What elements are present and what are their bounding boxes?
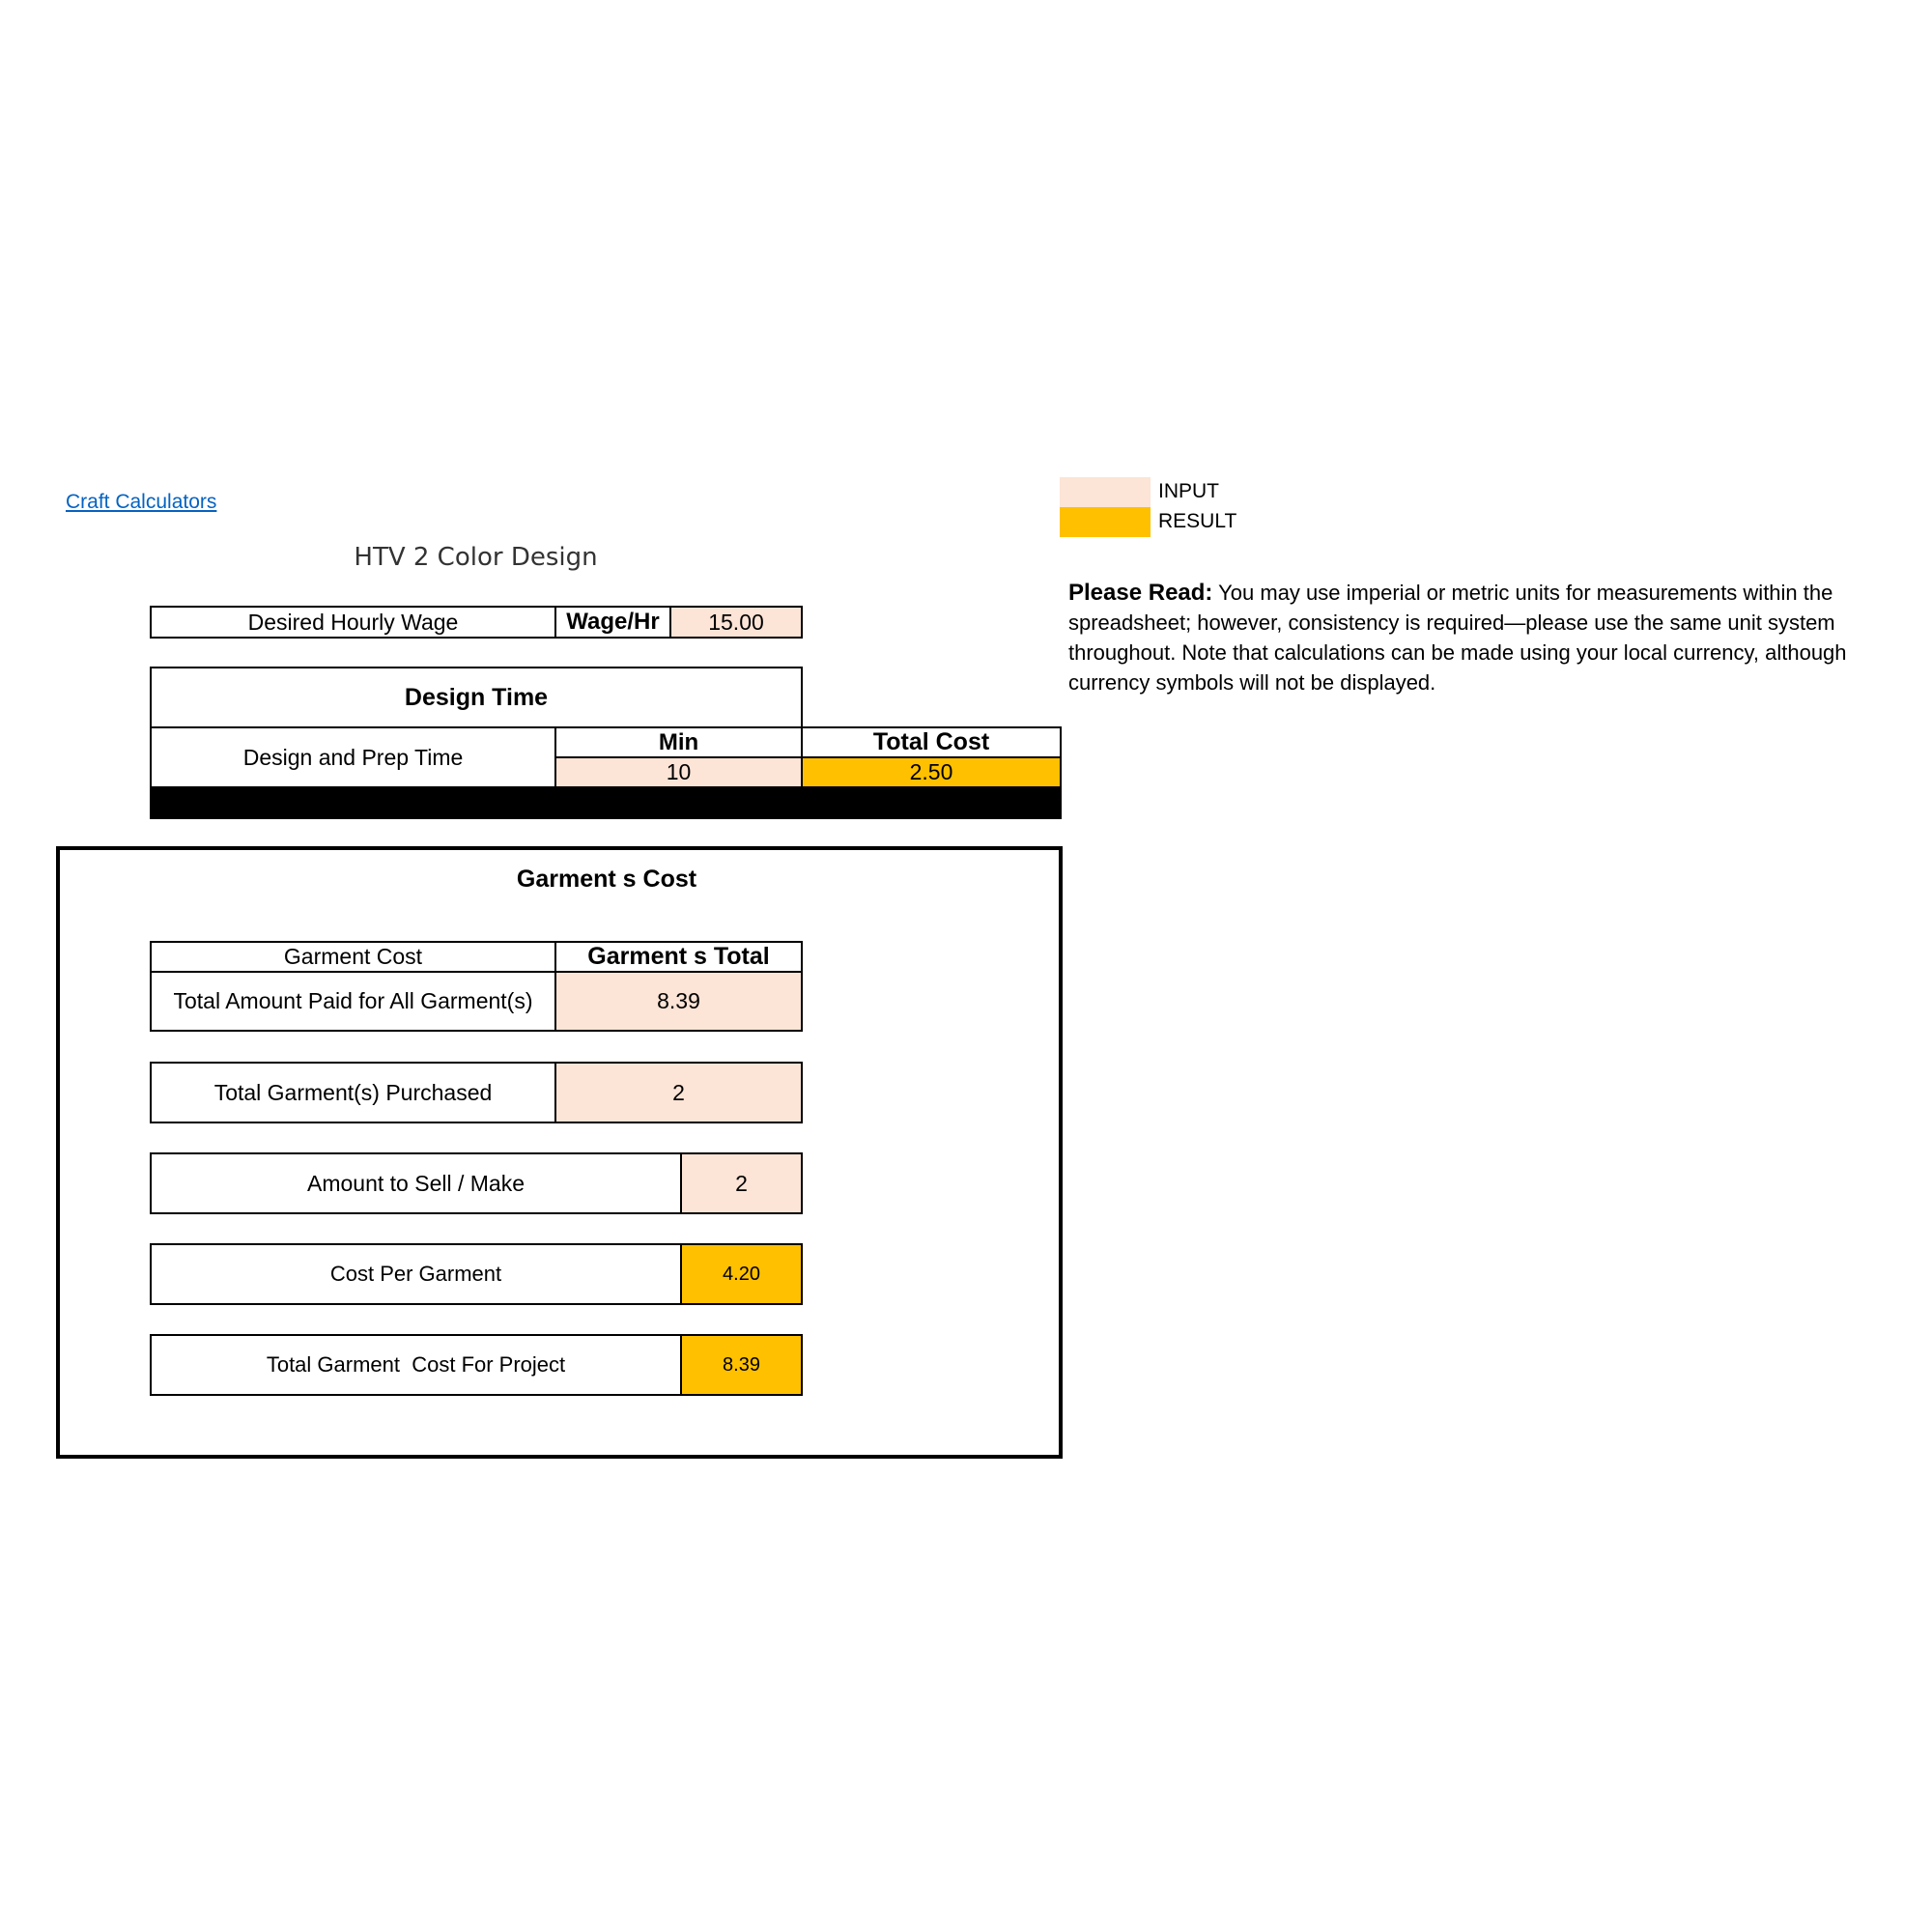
cost-per-garment-result: 4.20 — [680, 1243, 803, 1305]
purchased-input[interactable]: 2 — [554, 1062, 803, 1123]
page-title: HTV 2 Color Design — [354, 543, 598, 572]
legend-result-swatch — [1060, 507, 1151, 537]
total-paid-input[interactable]: 8.39 — [554, 971, 803, 1032]
wage-label: Desired Hourly Wage — [150, 606, 556, 639]
garment-cost-header: Garment Cost — [150, 941, 556, 973]
amount-to-sell-input[interactable]: 2 — [680, 1152, 803, 1214]
design-time-header: Design Time — [150, 667, 803, 728]
separator-bar — [150, 786, 1062, 819]
wage-unit-label: Wage/Hr — [554, 606, 671, 639]
please-read-note — [1068, 578, 1899, 697]
purchased-label: Total Garment(s) Purchased — [150, 1062, 556, 1123]
garment-section-title: Garment s Cost — [516, 866, 697, 893]
wage-input[interactable]: 15.00 — [669, 606, 803, 639]
project-garment-cost-label: Total Garment Cost For Project — [150, 1334, 682, 1396]
legend-input-label: INPUT — [1158, 480, 1219, 502]
legend-result-label: RESULT — [1158, 510, 1237, 532]
amount-to-sell-label: Amount to Sell / Make — [150, 1152, 682, 1214]
garments-total-header: Garment s Total — [554, 941, 803, 973]
total-paid-label: Total Amount Paid for All Garment(s) — [150, 971, 556, 1032]
cost-per-garment-label: Cost Per Garment — [150, 1243, 682, 1305]
legend-input-swatch — [1060, 477, 1151, 507]
project-garment-cost-result: 8.39 — [680, 1334, 803, 1396]
design-total-cost-result: 2.50 — [801, 756, 1062, 788]
craft-calculators-link[interactable]: Craft Calculators — [66, 491, 217, 513]
design-prep-label: Design and Prep Time — [150, 726, 556, 788]
total-cost-header: Total Cost — [801, 726, 1062, 758]
design-minutes-input[interactable]: 10 — [554, 756, 803, 788]
min-header: Min — [554, 726, 803, 758]
note-text: You may use imperial or metric units for measurements within the spreadsheet; however, consistency is required—please use the same unit system throughout. Note that calculations can be made using your local currency, although currency symbols will not be displayed. — [1068, 581, 1847, 695]
note-lead: Please Read: — [1068, 580, 1213, 606]
